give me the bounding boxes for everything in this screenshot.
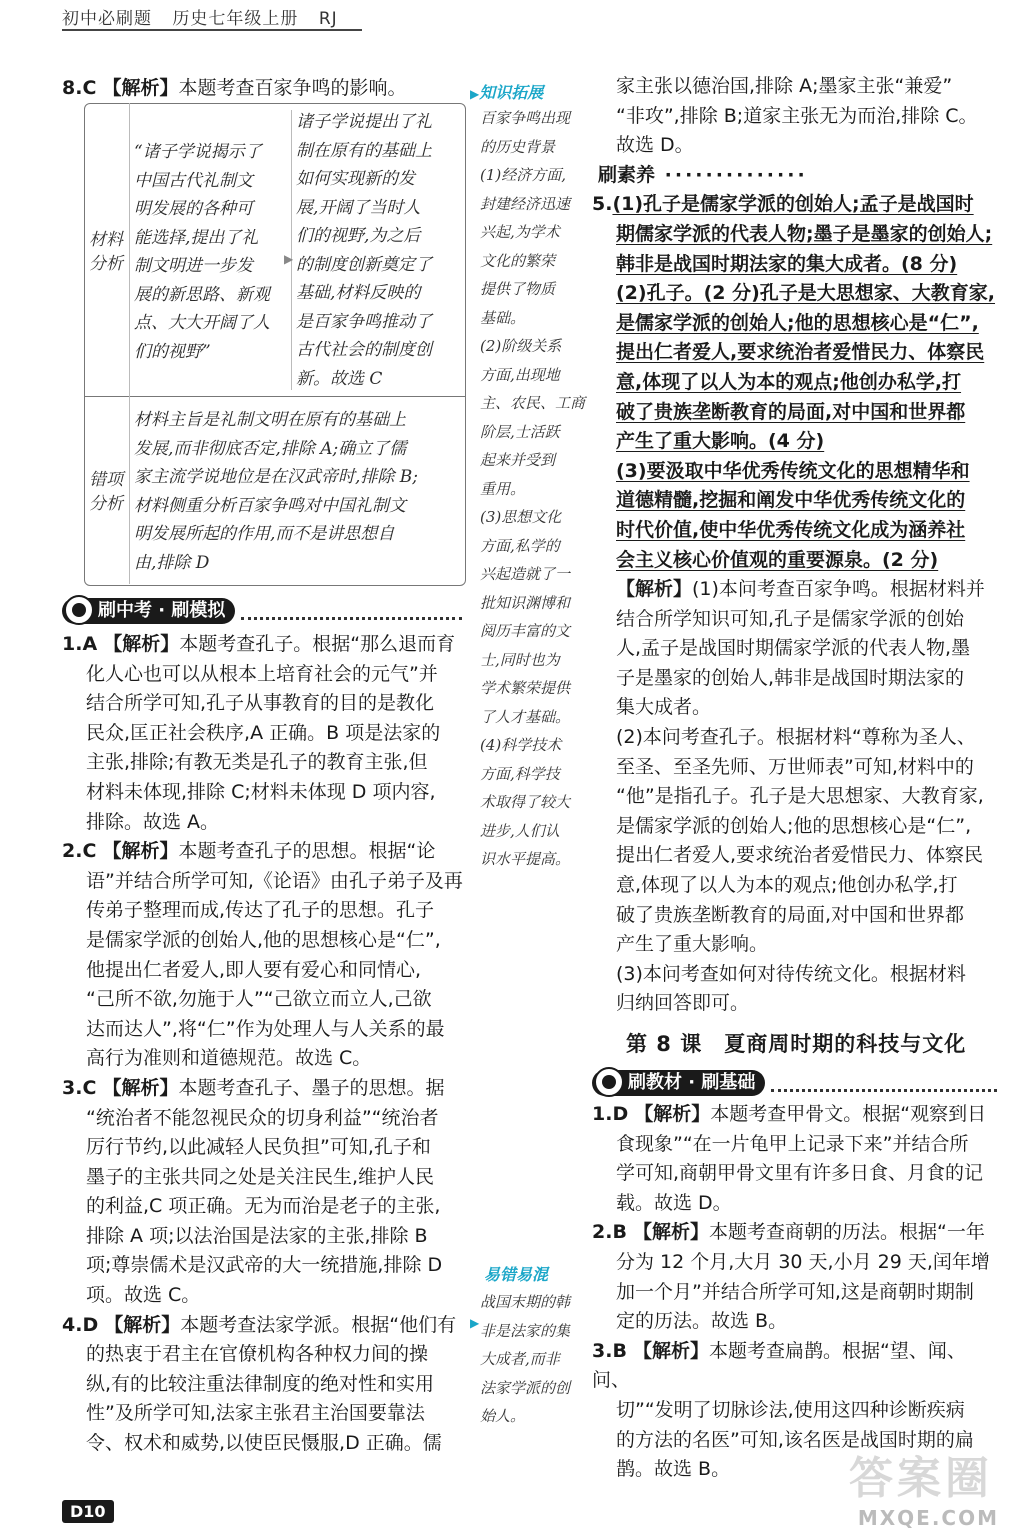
sidebar-knowledge: 百家争鸣出现 的历史背景 (1)经济方面, 封建经济迅速 兴起,为学术 文化的繁荣 提供了物质 基础。 (2)阶级关系 方面,出现地 主、农民、工商 阶层,士活跃 起来并受到 重用。 (3)思想文化 方面,私学的 兴起造就了一 批知识渊博和 阅历丰富的文 士,同时也为 学术繁荣提供 了人才基础。 (4)科学技术 方面,科学技 术取得了较大 进步,人们认 识水平提高。 bbox=[480, 109, 586, 868]
brush-icon bbox=[64, 595, 94, 625]
right-column: 家主张以德治国,排除 A;墨家主张“兼爱” “非攻”,排除 B;道家主张无为而治,排除 C。 故选 D。 刷素养 ·············· 5.(1)孔子是儒家学派的创始人;孟子是战国时 期儒家学派的代表人物;墨子是墨家的创始人; 韩非是战国时期法家的集大成者。(8 分) (2)孔子。(2 分)孔子是大思想家、大教育家, 是儒家学派的创始人;他的思想核心是“仁”, 提出仁者爱人,要求统治者爱惜民力、体察民 意,体现了以人为本的观点;他创办私学,打 破了贵族垄断教育的局面,对中国和世界都 产生了重大影响。(4 分) (3)要汲取中华优秀传统文化的思想精华和 道德精髓,挖掘和阐发中华优秀传统文化的 时代价值,使中华优秀传统文化成为涵养社 会主义核心价值观的重要源泉。(2 分) 【解析】(1)本问考查百家争鸣。根据材料并 结合所学知识可知,孔子是儒家学派的创始 人,孟子是战国时期儒家学派的代表人物,墨 子是墨家的创始人,韩非是战国时期法家的 集大成者。 (2)本问考查孔子。根据材料“尊称为圣人、 至圣、至圣先师、万世师表”可知,材料中的 “他”是指孔子。孔子是大思想家、大教育家, 是儒家学派的创始人;他的思想核心是“仁”, 提出仁者爱人,要求统治者爱惜民力、体察民 意,体现了以人为本的观点;他创办私学,打 破了贵族垄断教育的局面,对中国和世界都 产生了重大影响。 (3)本问考查如何对待传统文化。根据材料 归纳回答即可。 bbox=[592, 72, 1002, 1019]
header-series: 初中必刷题 bbox=[62, 9, 152, 29]
sidebar-head-mistakes: 易错易混 bbox=[484, 1265, 549, 1284]
question-5: 5.(1)孔子是儒家学派的创始人;孟子是战国时 bbox=[592, 193, 974, 216]
subhead-literacy: 刷素养 ·············· bbox=[598, 163, 808, 186]
row1-analysis: 诸子学说提出了礼 制在原有的基础上 如何实现新的发 展,开阔了当时人 们的视野,为之后 的制度创新奠定了 基础,材料反映的 是百家争鸣推动了 古代社会的制度创 新。故选 C bbox=[296, 112, 432, 389]
watermark-logo: 答案圈 bbox=[849, 1453, 993, 1504]
watermark-url: MXQE.COM bbox=[857, 1506, 999, 1530]
page-number: D10 bbox=[62, 1500, 114, 1523]
question-1: 1.A 【解析】本题考查孔子。根据“那么退而育 bbox=[62, 633, 456, 655]
brush-icon-2 bbox=[594, 1067, 624, 1097]
r-question-3: 3.B 【解析】本题考查扁鹊。根据“望、闻、问、 bbox=[592, 1339, 966, 1392]
question-3: 3.C 【解析】本题考查孔子、墨子的思想。据 bbox=[62, 1076, 445, 1099]
question-2: 2.C 【解析】本题考查孔子的思想。根据“论 bbox=[62, 840, 436, 863]
table-row-divider bbox=[84, 396, 466, 397]
running-header bbox=[62, 4, 352, 29]
section-banner-exam: 刷中考 · 刷模拟 bbox=[62, 596, 462, 626]
play-icon-2: ▶ bbox=[470, 1316, 480, 1330]
q8-number: 8. bbox=[62, 77, 83, 99]
r-question-1: 1.D 【解析】本题考查甲骨文。根据“观察到日 bbox=[592, 1103, 987, 1125]
row2-text: 材料主旨是礼制文明在原有的基础上 发展,而非彻底否定,排除 A;确立了儒 家主流学说地位是在汉武帝时,排除 B; 材料侧重分析百家争鸣对中国礼制文 明发展所起的作用,而不是讲思想自 由,排除 D bbox=[134, 410, 419, 573]
row2-label: 错项 分析 bbox=[89, 470, 123, 514]
row1-label: 材料 分析 bbox=[89, 230, 123, 274]
section-banner-textbook: 刷教材 · 刷基础 bbox=[592, 1068, 997, 1098]
q5-analysis: 【解析】(1)本问考查百家争鸣。根据材料并 bbox=[616, 578, 985, 601]
q8-text: 本题考查百家争鸣的影响。 bbox=[178, 77, 407, 99]
row1-quote: “诸子学说揭示了 中国古代礼制文 明发展的各种可 能选择,提出了礼 制文明进一步发 展的新思路、新观 点、大大开阔了人 们的视野” bbox=[134, 142, 270, 362]
question-4: 4.D 【解析】本题考查法家学派。根据“他们有 bbox=[62, 1313, 457, 1336]
sidebar-head-knowledge: ▶知识拓展 bbox=[470, 83, 544, 102]
q8-answer: C bbox=[82, 77, 97, 99]
header-edition: RJ bbox=[318, 9, 338, 29]
q4-continued: 家主张以德治国,排除 A;墨家主张“兼爱” bbox=[616, 75, 953, 97]
header-rule bbox=[62, 29, 362, 31]
lesson-title: 第 8 课 夏商周时期的科技与文化 bbox=[626, 1032, 967, 1056]
q8-badge: 【解析】 bbox=[102, 77, 179, 99]
question-8 bbox=[62, 74, 462, 104]
play-icon: ▶ bbox=[470, 87, 480, 101]
header-book: 历史七年级上册 bbox=[172, 9, 299, 29]
table-column-divider bbox=[291, 110, 292, 390]
table-label-divider bbox=[129, 103, 130, 584]
sidebar-mistakes: 战国末期的韩 非是法家的集 大成者,而非 法家学派的创 始人。 bbox=[480, 1293, 571, 1425]
arrow-right-icon: ▶ bbox=[284, 252, 294, 266]
r-question-2: 2.B 【解析】本题考查商朝的历法。根据“一年 bbox=[592, 1221, 985, 1244]
left-questions: 1.A 【解析】本题考查孔子。根据“那么退而育 化人心也可以从根本上培育社会的元气”并 结合所学可知,孔子从事教育的目的是教化 民众,匡正社会秩序,A 正确。B 项是法家的 主张,排除;有教无类是孔子的教育主张,但 材料未体现,排除 C;材料未体现 D 项内容, 排除。故选 A。 2.C 【解析】本题考查孔子的思想。根据“论 语”并结合所学可知,《论语》由孔子弟子及再 传弟子整理而成,传达了孔子的思想。孔子 是儒家学派的创始人,他的思想核心是“仁”, 他提出仁者爱人,即人要有爱心和同情心, “己所不欲,勿施于人”“己欲立而立人,己欲 达而达人”,将“仁”作为处理人与人关系的最 高行为准则和道德规范。故选 C。 3.C 【解析】本题考查孔子、墨子的思想。据 “统治者不能忽视民众的切身利益”“统治者 厉行节约,以此减轻人民负担”可知,孔子和 墨子的主张共同之处是关注民生,维护人民 的利益,C 项正确。无为而治是老子的主张, 排除 A 项;以法治国是法家的主张,排除 B 项;尊崇儒术是汉武帝的大一统措施,排除 D 项。故选 C。 4.D 【解析】本题考查法家学派。根据“他们有 的热衷于君主在官僚机构各种权力间的操 纵,有的比较注重法律制度的绝对性和实用 性”及所学可知,法家主张君主治国要靠法 令、权术和威势,以使臣民慑服,D 正确。儒 bbox=[62, 630, 468, 1459]
right-questions: 1.D 【解析】本题考查甲骨文。根据“观察到日 食现象”“在一片龟甲上记录下来”并结合所 学可知,商朝甲骨文里有许多日食、月食的记 载。故选 D。 2.B 【解析】本题考查商朝的历法。根据“一年 分为 12 个月,大月 30 天,小月 29 天,闰年增 加一个月”并结合所学可知,这是商朝时期制 定的历法。故选 B。 3.B 【解析】本题考查扁鹊。根据“望、闻、问、 切”“发明了切脉诊法,使用这四种诊断疾病 的方法的名医”可知,该名医是战国时期的扁 鹊。故选 B。 bbox=[592, 1100, 1002, 1485]
